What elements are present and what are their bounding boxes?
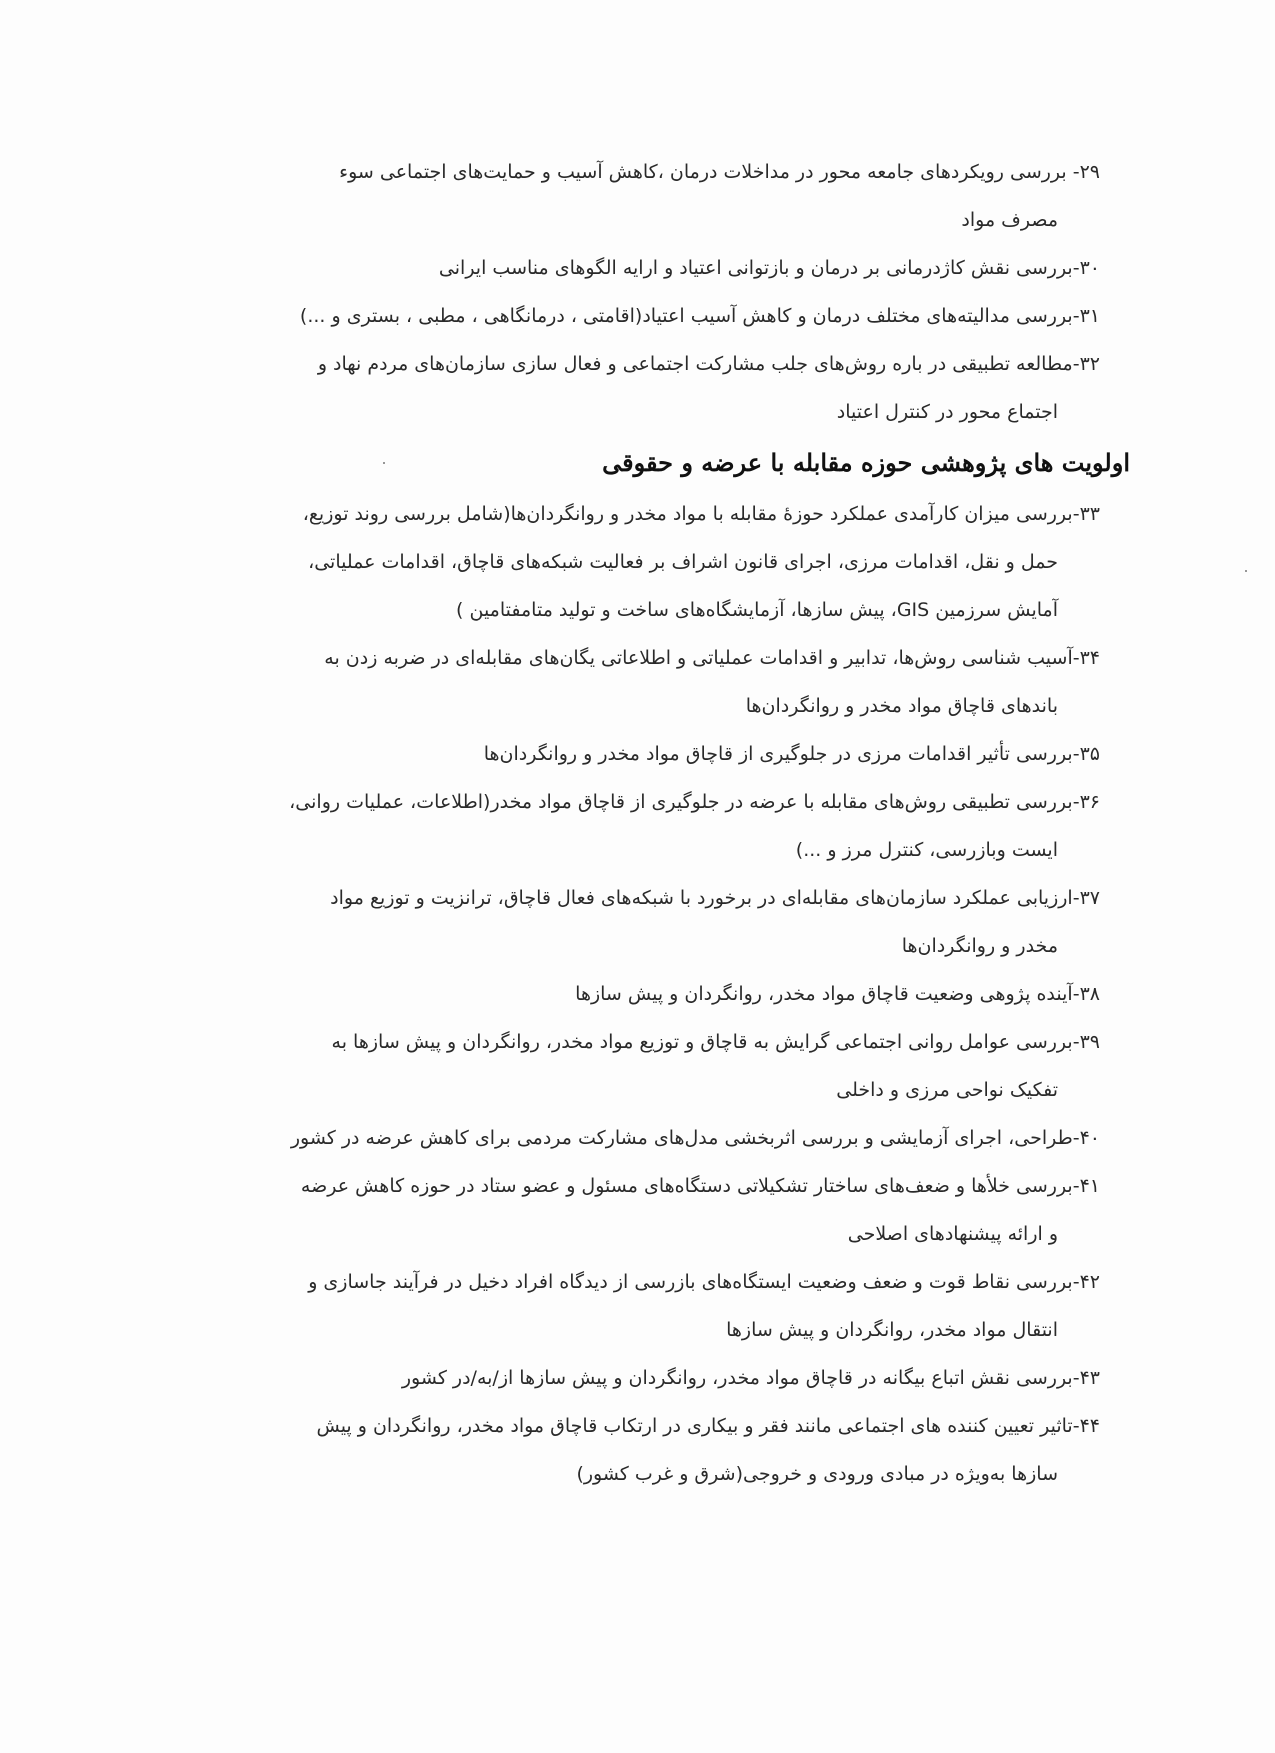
- item-line: ۴۴-تاثیر تعیین کننده های اجتماعی مانند فقر و بیکاری در ارتکاب قاچاق مواد مخدر، روانگردان و پیش: [316, 1415, 1100, 1437]
- item-line: ۳۳-بررسی میزان کارآمدی عملکرد حوزهٔ مقابله با مواد مخدر و روانگردان‌ها(شامل بررسی روند توزیع،: [302, 503, 1100, 525]
- item-line: مخدر و روانگردان‌ها: [901, 935, 1058, 957]
- list-item: [160, 1402, 1100, 1498]
- item-line: ۳۰-بررسی نقش کاژدرمانی بر درمان و بازتوانی اعتیاد و ارایه الگوهای مناسب ایرانی: [438, 257, 1100, 279]
- supply-reduction-priorities-list: [160, 490, 1100, 1498]
- list-item: [160, 778, 1100, 874]
- item-line: سازها به‌ویژه در مبادی ورودی و خروجی(شرق و غرب کشور): [576, 1463, 1058, 1485]
- scan-speck: [383, 462, 385, 464]
- item-line: ۳۶-بررسی تطبیقی روش‌های مقابله با عرضه در جلوگیری از قاچاق مواد مخدر(اطلاعات، عملیات روانی،: [289, 791, 1100, 813]
- scan-speck: [1245, 570, 1247, 572]
- item-line: انتقال مواد مخدر، روانگردان و پیش سازها: [726, 1319, 1058, 1341]
- item-line: ۳۸-آینده پژوهی وضعیت قاچاق مواد مخدر، روانگردان و پیش سازها: [575, 983, 1100, 1005]
- list-item: [160, 1354, 1100, 1402]
- list-item: [160, 1258, 1100, 1354]
- item-line: ۳۴-آسیب شناسی روش‌ها، تدابیر و اقدامات عملیاتی و اطلاعاتی یگان‌های مقابله‌ای در ضربه زدن به: [324, 647, 1100, 669]
- list-item: [160, 340, 1100, 436]
- item-line: ۲۹- بررسی رویکردهای جامعه محور در مداخلات درمان ،کاهش آسیب و حمایت‌های اجتماعی سوء: [339, 161, 1100, 183]
- item-line: ۴۲-بررسی نقاط قوت و ضعف وضعیت ایستگاه‌های بازرسی از دیدگاه افراد دخیل در فرآیند جاسازی و: [308, 1271, 1100, 1293]
- list-item: [160, 1162, 1100, 1258]
- list-item: [160, 244, 1100, 292]
- item-line: ۳۲-مطالعه تطبیقی در باره روش‌های جلب مشارکت اجتماعی و فعال سازی سازمان‌های مردم نهاد و: [317, 353, 1100, 375]
- item-line: ۳۹-بررسی عوامل روانی اجتماعی گرایش به قاچاق و توزیع مواد مخدر، روانگردان و پیش سازها به: [331, 1031, 1100, 1053]
- treatment-priorities-list: [160, 148, 1100, 436]
- item-line: تفکیک نواحی مرزی و داخلی: [836, 1079, 1058, 1101]
- item-line: ۳۷-ارزیابی عملکرد سازمان‌های مقابله‌ای در برخورد با شبکه‌های فعال قاچاق، ترانزیت و توزیع مواد: [330, 887, 1100, 909]
- item-line: ۳۵-بررسی تأثیر اقدامات مرزی در جلوگیری از قاچاق مواد مخدر و روانگردان‌ها: [483, 743, 1100, 765]
- item-line: ۴۳-بررسی نقش اتباع بیگانه در قاچاق مواد مخدر، روانگردان و پیش سازها از/به/در کشور: [401, 1367, 1100, 1389]
- section-heading: اولویت های پژوهشی حوزه مقابله با عرضه و حقوقی: [602, 448, 1130, 477]
- list-item: [160, 148, 1100, 244]
- item-line: و ارائه پیشنهادهای اصلاحی: [847, 1223, 1058, 1245]
- item-line: اجتماع محور در کنترل اعتیاد: [836, 401, 1058, 423]
- item-line: باندهای قاچاق مواد مخدر و روانگردان‌ها: [745, 695, 1058, 717]
- list-item: [160, 490, 1100, 634]
- item-line: حمل و نقل، اقدامات مرزی، اجرای قانون اشراف بر فعالیت شبکه‌های قاچاق، اقدامات عملیاتی،: [308, 551, 1058, 573]
- document-body: [160, 148, 1130, 1498]
- list-item: [160, 1114, 1100, 1162]
- item-line: ۴۱-بررسی خلأها و ضعف‌های ساختار تشکیلاتی دستگاه‌های مسئول و عضو ستاد در حوزه کاهش عرضه: [300, 1175, 1100, 1197]
- item-line: ایست وبازرسی، کنترل مرز و ...): [795, 839, 1058, 861]
- item-line: مصرف مواد: [961, 209, 1058, 231]
- item-line: ۴۰-طراحی، اجرای آزمایشی و بررسی اثربخشی مدل‌های مشارکت مردمی برای کاهش عرضه در کشور: [290, 1127, 1100, 1149]
- item-line: ۳۱-بررسی مدالیته‌های مختلف درمان و کاهش آسیب اعتیاد(اقامتی ، درمانگاهی ، مطبی ، بستری و ...): [299, 305, 1100, 327]
- item-line: آمایش سرزمین GIS، پیش سازها، آزمایشگاه‌های ساخت و تولید متامفتامین ): [456, 599, 1058, 621]
- list-item: [160, 874, 1100, 970]
- list-item: [160, 970, 1100, 1018]
- list-item: [160, 634, 1100, 730]
- list-item: [160, 292, 1100, 340]
- list-item: [160, 1018, 1100, 1114]
- list-item: [160, 730, 1100, 778]
